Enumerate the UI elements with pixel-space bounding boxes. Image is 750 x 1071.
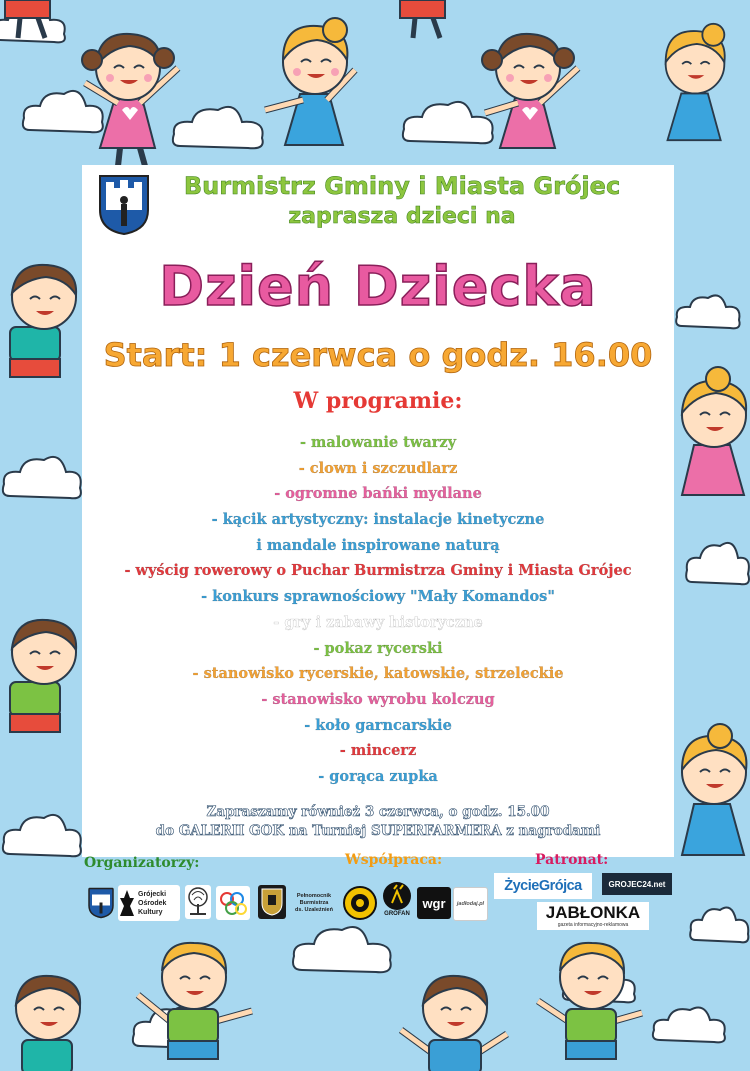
jadlodaj-text: jadłodaj.pl <box>456 901 485 907</box>
girl-blue-dress-illustration <box>674 720 750 870</box>
boy-green-shirt-illustration <box>530 925 650 1065</box>
pelnomocnik-line: Burmistrza <box>299 899 329 906</box>
footer-line-2: do GALERII GOK na Turniej SUPERFARMERA z nagrodami <box>155 823 601 839</box>
start-time: Start: 1 czerwca o godz. 16.00 <box>103 336 653 374</box>
program-item: - stanowisko rycerskie, katowskie, strzeleckie <box>192 665 564 683</box>
boy-teal-shirt-illustration <box>0 255 82 400</box>
jablonka-text: JABŁONKA <box>545 903 641 922</box>
cloud-icon <box>650 1000 730 1050</box>
boy-green-shirt-illustration <box>0 610 82 755</box>
olympic-rings-icon <box>217 887 249 919</box>
grofan-text: GROFAN <box>384 911 410 917</box>
pelnomocnik-line: Pełnomocnik <box>296 892 332 899</box>
cloud-icon <box>0 450 82 506</box>
shield-icon <box>260 887 284 917</box>
grojec24-text: GROJEC24.net <box>608 879 666 889</box>
invite-line-1: Burmistrz Gminy i Miasta Grójec <box>183 172 621 200</box>
girl-pink-dress-illustration <box>674 365 750 510</box>
tree-icon <box>186 886 210 918</box>
cloud-icon <box>684 536 750 592</box>
program-item: - mincerz <box>339 742 417 760</box>
gok-logo <box>118 885 180 921</box>
program-heading: W programie: <box>293 388 463 414</box>
tree-logo <box>185 885 211 919</box>
organizers-label: Organizatorzy: <box>84 855 200 871</box>
cloud-icon <box>290 920 400 980</box>
patronage-label: Patronat: <box>535 852 609 868</box>
gok-line: Ośrodek <box>138 899 167 907</box>
program-item: - kącik artystyczny: instalacje kinetyczne <box>211 511 545 529</box>
gok-figure-icon <box>118 888 136 918</box>
library-logo <box>258 885 286 919</box>
program-item: - konkurs sprawnościowy "Mały Komandos" <box>201 588 555 606</box>
gok-line: Kultury <box>138 908 163 916</box>
pelnomocnik-logo <box>290 887 338 919</box>
boy-teal-shirt-illustration <box>0 960 110 1071</box>
boy-teal-shirt-illustration <box>395 960 515 1071</box>
program-item: - koło garncarskie <box>304 716 452 734</box>
boy-red-shorts-illustration <box>0 0 60 40</box>
jablonka-subtitle: gazeta informacyjno-reklamowa <box>557 922 629 928</box>
program-item: - gorąca zupka <box>318 767 438 785</box>
wgr-logo <box>417 887 451 919</box>
program-item: - stanowisko wyrobu kolczug <box>261 690 495 708</box>
jadlodaj-logo <box>453 887 488 921</box>
jablonka-logo <box>537 902 649 930</box>
program-item: i mandale inspirowane naturą <box>256 536 500 554</box>
grojec24-logo <box>602 873 672 895</box>
wgr-text: wgr <box>422 895 446 911</box>
grofan-logo <box>380 878 414 920</box>
zycie-grojca-text: ŻycieGrójca <box>504 878 582 894</box>
boy-red-shorts-illustration <box>395 0 455 40</box>
boy-green-shirt-illustration <box>130 925 260 1065</box>
cloud-icon <box>688 900 750 950</box>
cloud-icon <box>674 290 744 334</box>
zycie-grojca-logo <box>494 873 592 899</box>
rings-logo <box>216 886 250 920</box>
program-item: - ogromne bańki mydlane <box>274 485 482 503</box>
badge-icon <box>343 886 377 920</box>
girl-pink-dress-illustration <box>70 18 190 168</box>
page-title: Dzień Dziecka <box>159 255 597 318</box>
girl-blue-dress-illustration <box>255 10 375 165</box>
gok-line: Grójecki <box>138 890 167 898</box>
yellow-badge-logo <box>343 886 377 920</box>
grojec-coat-of-arms-icon <box>88 887 114 919</box>
cloud-icon <box>0 808 82 864</box>
program-item: - clown i szczudlarz <box>298 459 458 477</box>
pelnomocnik-line: ds. Uzależnień <box>295 906 333 913</box>
girl-pink-dress-illustration <box>470 18 590 168</box>
program-item: - pokaz rycerski <box>313 639 443 657</box>
grojec-crest-logo <box>88 887 114 919</box>
program-list <box>82 430 674 790</box>
deer-icon <box>382 881 412 911</box>
footer-line-1: Zapraszamy również 3 czerwca, o godz. 15.00 <box>206 804 550 820</box>
program-item: - gry i zabawy historyczne <box>273 613 483 631</box>
girl-blue-dress-illustration <box>640 10 750 165</box>
program-item: - wyścig rowerowy o Puchar Burmistrza Gminy i Miasta Grójec <box>124 562 632 580</box>
cooperation-label: Współpraca: <box>345 852 443 868</box>
invite-line-2: zaprasza dzieci na <box>288 204 516 229</box>
program-item: - malowanie twarzy <box>299 434 457 451</box>
